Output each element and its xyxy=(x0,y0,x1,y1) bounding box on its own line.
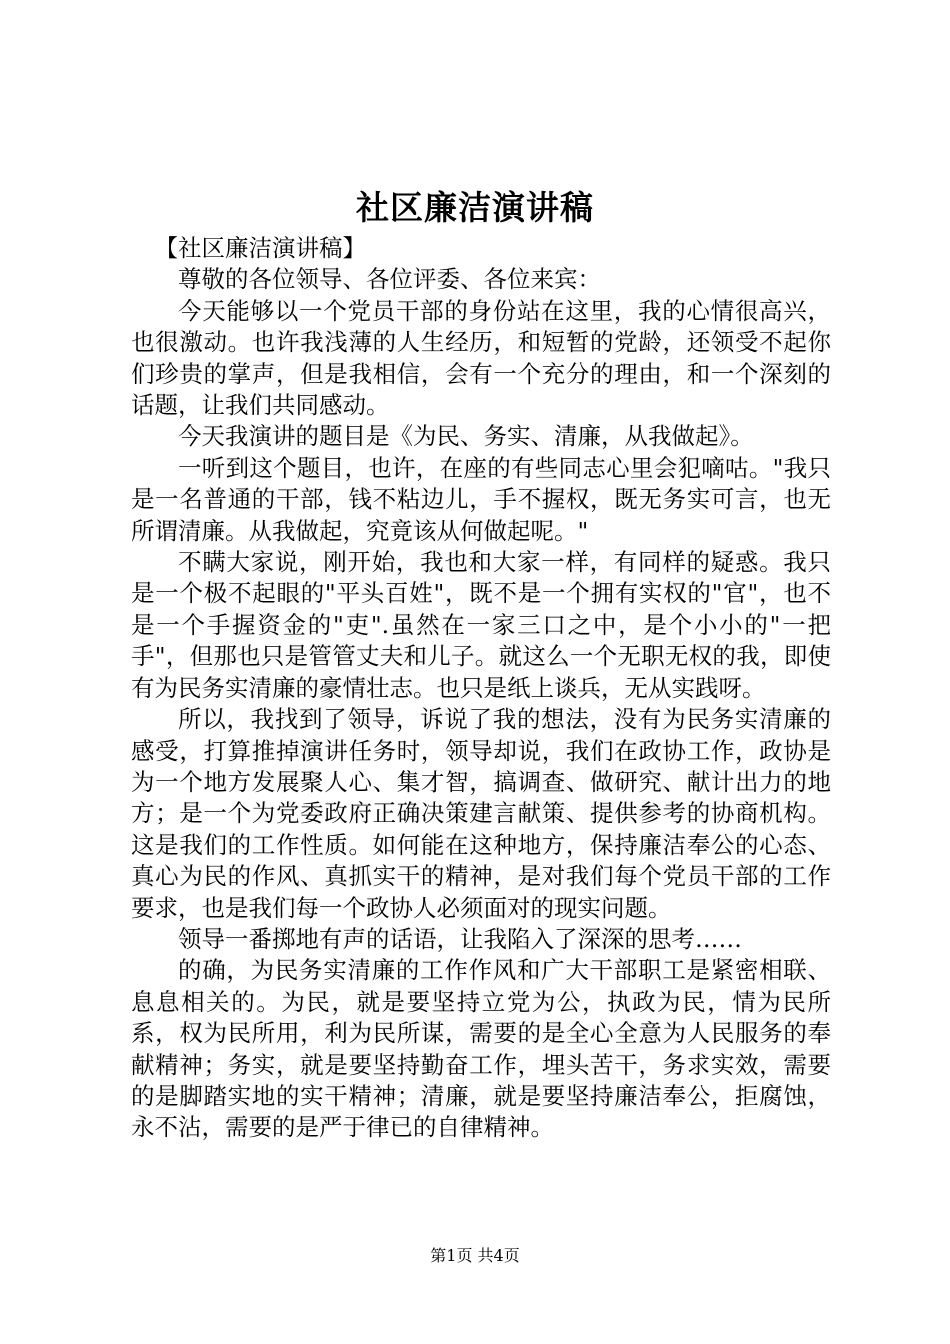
document-body xyxy=(131,233,831,1144)
paragraph: 不瞒大家说，刚开始，我也和大家一样，有同样的疑惑。我只是一个极不起眼的"平头百姓"，既不是一个拥有实权的"官"，也不是一个手握资金的"吏".虽然在一家三口之中，是个小小的"一把手"，但那也只是管管丈夫和儿子。就这么一个无职无权的我，即使有为民务实清廉的豪情壮志。也只是纸上谈兵，无从实践呀。 xyxy=(131,548,831,702)
paragraph: 今天我演讲的题目是《为民、务实、清廉，从我做起》。 xyxy=(178,422,754,451)
paragraph: 一听到这个题目，也许，在座的有些同志心里会犯嘀咕。"我只是一名普通的干部，钱不粘边儿，手不握权，既无务实可言，也无所谓清廉。从我做起，究竟该从何做起呢。" xyxy=(131,453,831,545)
document-title: 社区廉洁演讲稿 xyxy=(356,188,594,227)
paragraph-salutation: 尊敬的各位领导、各位评委、各位来宾： xyxy=(178,265,601,294)
paragraph: 的确，为民务实清廉的工作作风和广大干部职工是紧密相联、息息相关的。为民，就是要坚持立党为公，执政为民，情为民所系，权为民所用，利为民所谋，需要的是全心全意为人民服务的奉献精神；务实，就是要坚持勤奋工作，埋头苦干，务求实效，需要的是脚踏实地的实干精神；清廉，就是要坚持廉洁奉公，拒腐蚀，永不沾，需要的是严于律已的自律精神。 xyxy=(131,956,831,1142)
paragraph: 所以，我找到了领导，诉说了我的想法，没有为民务实清廉的感受，打算推掉演讲任务时，领导却说，我们在政协工作，政协是为一个地方发展聚人心、集才智，搞调查、做研究、献计出力的地方；是一个为党委政府正确决策建言献策、提供参考的协商机构。这是我们的工作性质。如何能在这种地方，保持廉洁奉公的心态、真心为民的作风、真抓实干的精神，是对我们每个党员干部的工作要求，也是我们每一个政协人必须面对的现实问题。 xyxy=(131,705,831,922)
page-number-footer: 第1页 共4页 xyxy=(430,1246,520,1265)
paragraph: 今天能够以一个党员干部的身份站在这里，我的心情很高兴，也很激动。也许我浅薄的人生经历，和短暂的党龄，还领受不起你们珍贵的掌声，但是我相信，会有一个充分的理由，和一个深刻的话题，让我们共同感动。 xyxy=(131,296,831,420)
paragraph: 领导一番掷地有声的话语，让我陷入了深深的思考…… xyxy=(178,924,742,953)
paragraph-source-tag: 【社区廉洁演讲稿】 xyxy=(154,234,366,262)
